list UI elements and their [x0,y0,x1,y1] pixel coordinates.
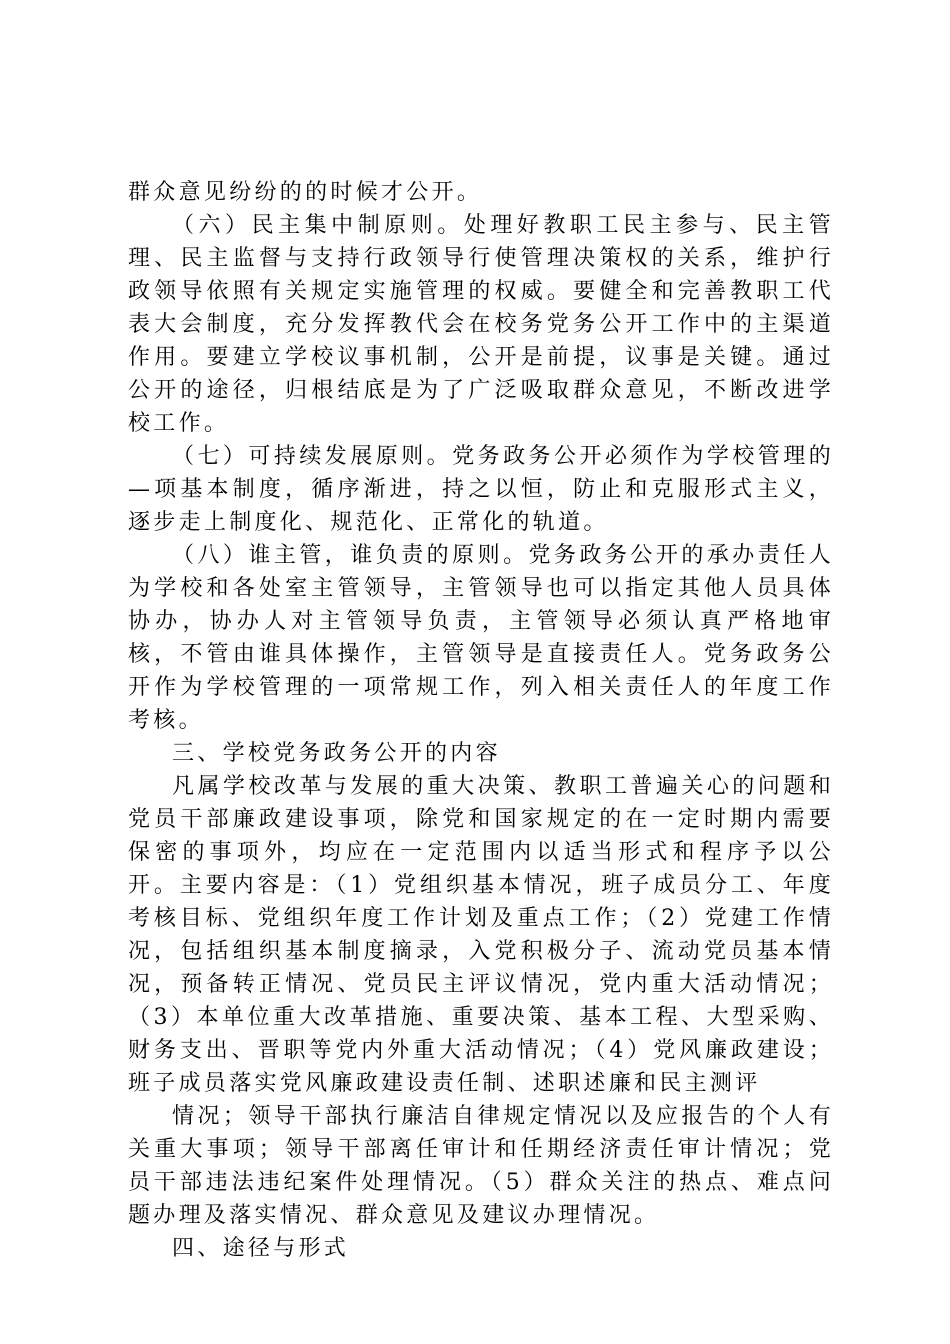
paragraph-continuation: 群众意见纷纷的的时候才公开。 [128,180,483,205]
document-body [128,176,834,1265]
paragraph-principle-8: （八）谁主管，谁负责的原则。党务政务公开的承办责任人为学校和各处室主管领导，主管领导也可以指定其他人员具体协办，协办人对主管领导负责，主管领导必须认真严格地审核，不管由谁具体操作，主管领导是直接责任人。党务政务公开作为学校管理的一项常规工作，列入相关责任人的年度工作考核。 [128,543,834,733]
section-heading-3: 三、学校党务政务公开的内容 [172,741,501,766]
paragraph-principle-7: （七）可持续发展原则。党务政务公开必须作为学校管理的—项基本制度，循序渐进，持之以恒，防止和克服形式主义，逐步走上制度化、规范化、正常化的轨道。 [128,444,834,535]
paragraph-content-scope: 凡属学校改革与发展的重大决策、教职工普遍关心的问题和党员干部廉政建设事项，除党和国家规定的在一定时期内需要保密的事项外，均应在一定范围内以适当形式和程序予以公开。主要内容是：（1）党组织基本情况，班子成员分工、年度考核目标、党组织年度工作计划及重点工作；（2）党建工作情况，包括组织基本制度摘录，入党积极分子、流动党员基本情况，预备转正情况、党员民主评议情况，党内重大活动情况；（3）本单位重大改革措施、重要决策、基本工程、大型采购、财务支出、晋职等党内外重大活动情况；（4）党风廉政建设；班子成员落实党风廉政建设责任制、述职述廉和民主测评 [128,774,834,1096]
section-heading-4: 四、途径与形式 [172,1236,350,1261]
paragraph-content-scope-continued: 情况；领导干部执行廉洁自律规定情况以及应报告的个人有关重大事项；领导干部离任审计和任期经济责任审计情况；党员干部违法违纪案件处理情况。（5）群众关注的热点、难点问题办理及落实情况、群众意见及建议办理情况。 [128,1104,834,1228]
paragraph-principle-6: （六）民主集中制原则。处理好教职工民主参与、民主管理、民主监督与支持行政领导行使管理决策权的关系，维护行政领导依照有关规定实施管理的权威。要健全和完善教职工代表大会制度，充分发挥教代会在校务党务公开工作中的主渠道作用。要建立学校议事机制，公开是前提，议事是关键。通过公开的途径，归根结底是为了广泛吸取群众意见，不断改进学校工作。 [128,213,834,436]
